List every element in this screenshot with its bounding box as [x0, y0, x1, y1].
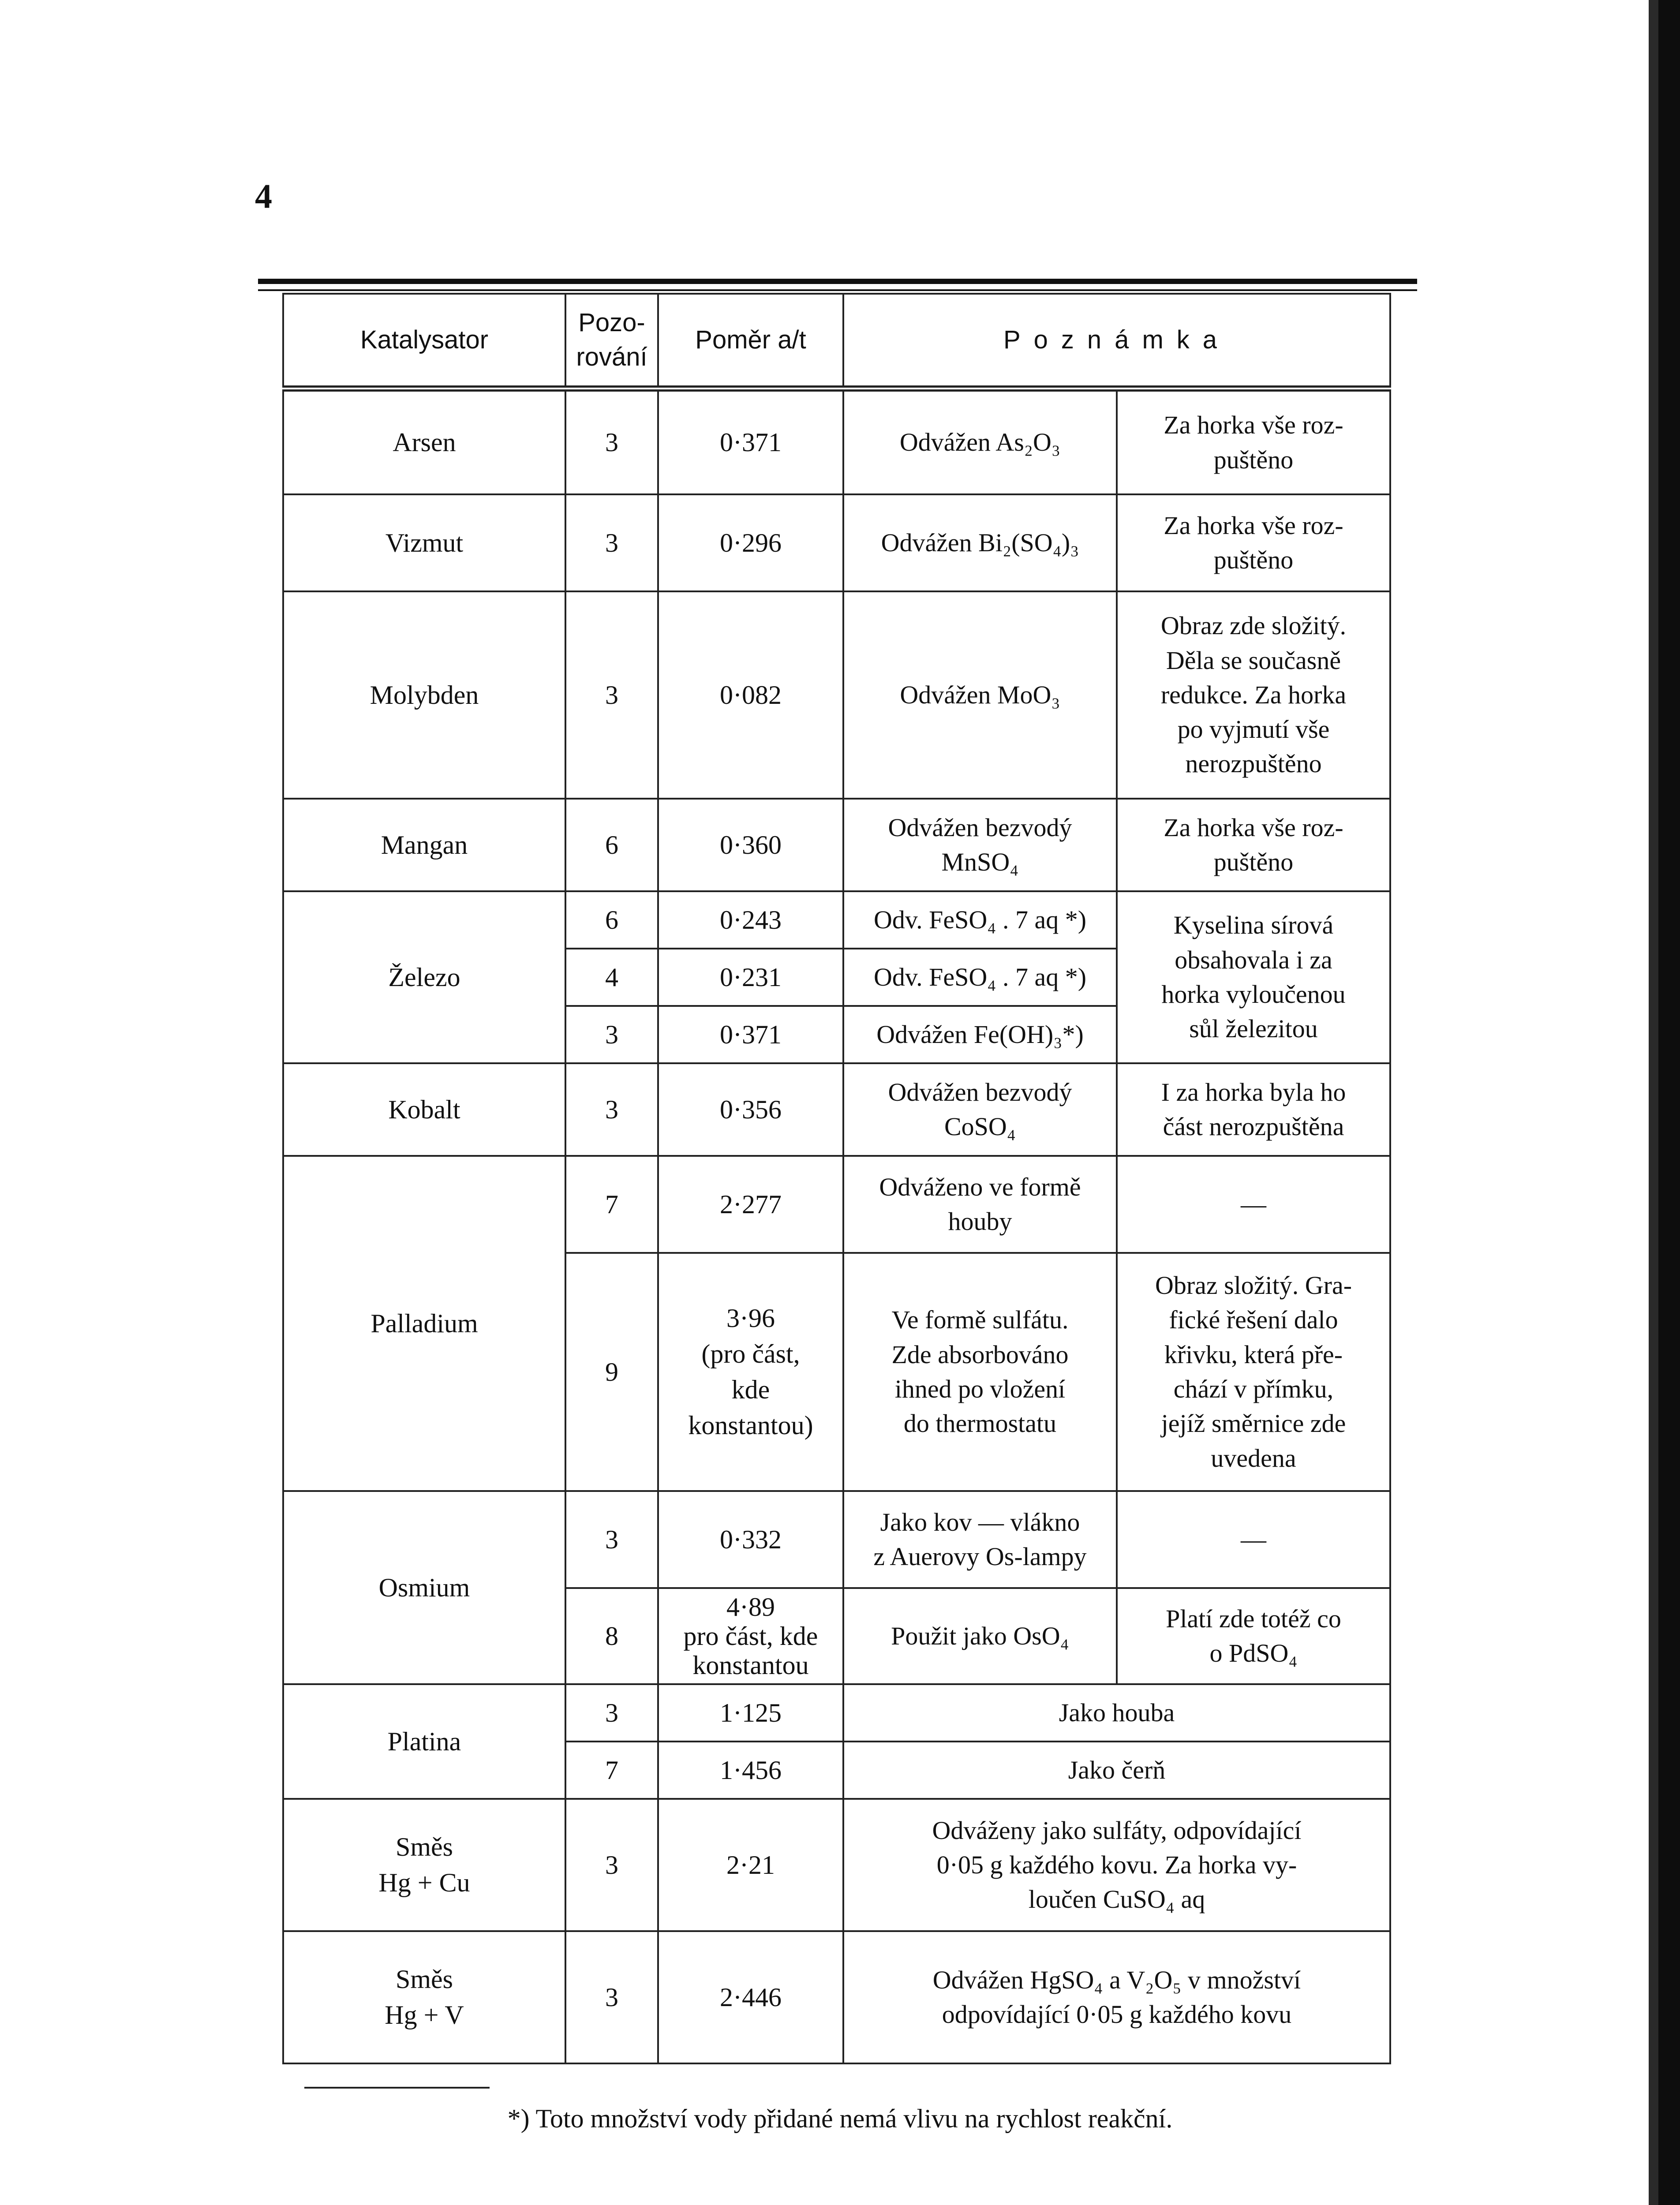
row-catalyst: Palladium [283, 1156, 565, 1491]
table-row [283, 591, 1390, 799]
row-catalyst: Arsen [283, 389, 565, 494]
row-remark: Obraz zde složitý. Děla se současně redukce. Za horka po vyjmutí vše nerozpuštěno [1117, 591, 1390, 799]
row-note: Ve formě sulfátu. Zde absorbováno ihned po vložení do thermostatu [843, 1253, 1117, 1491]
row-note: Jako kov — vlákno z Auerovy Os-lampy [843, 1491, 1117, 1588]
row-observations: 7 [565, 1156, 658, 1253]
header-pozorovani: Pozo- rování [565, 294, 658, 389]
page-number: 4 [255, 177, 272, 215]
row-note: Odvážen Bi₂(SO₄)₃ [843, 494, 1117, 591]
row-catalyst: Směs Hg + Cu [283, 1799, 565, 1931]
row-note: Odvážen Fe(OH)₃*) [843, 1006, 1117, 1063]
row-ratio: 0·243 [658, 891, 843, 949]
row-catalyst: Mangan [283, 799, 565, 891]
row-catalyst: Platina [283, 1684, 565, 1799]
row-catalyst: Kobalt [283, 1063, 565, 1156]
row-remark: — [1117, 1491, 1390, 1588]
table-row [283, 1156, 1390, 1253]
header-pomer: Poměr a/t [658, 294, 843, 389]
row-ratio: 0·296 [658, 494, 843, 591]
row-ratio: 1·125 [658, 1684, 843, 1742]
header-poznamka: Poznámka [843, 294, 1390, 389]
table-row [283, 389, 1390, 494]
row-observations: 7 [565, 1742, 658, 1799]
row-remark: Platí zde totéž co o PdSO₄ [1117, 1588, 1390, 1684]
table-row [283, 1799, 1390, 1931]
row-observations: 6 [565, 799, 658, 891]
row-ratio: 0·356 [658, 1063, 843, 1156]
row-ratio: 1·456 [658, 1742, 843, 1799]
row-note: Odvážen bezvodý CoSO₄ [843, 1063, 1117, 1156]
row-note: Jako houba [843, 1684, 1390, 1742]
row-note: Odv. FeSO₄ . 7 aq *) [843, 949, 1117, 1006]
row-remark: Obraz složitý. Gra- fické řešení dalo křivku, která pře- chází v přímku, jejíž směrnice zde uvedena [1117, 1253, 1390, 1491]
row-note: Odv. FeSO₄ . 7 aq *) [843, 891, 1117, 949]
row-catalyst: Osmium [283, 1491, 565, 1684]
table-header-row [283, 294, 1390, 389]
row-ratio: 2·446 [658, 1931, 843, 2063]
top-rule-thick [258, 279, 1417, 284]
row-remark: Za horka vše roz- puštěno [1117, 494, 1390, 591]
table-row [283, 1931, 1390, 2063]
row-observations: 3 [565, 494, 658, 591]
row-note: Odvážen HgSO₄ a V₂O₅ v množství odpovídající 0·05 g každého kovu [843, 1931, 1390, 2063]
row-observations: 3 [565, 1799, 658, 1931]
row-observations: 3 [565, 1006, 658, 1063]
footnote-rule [304, 2087, 490, 2089]
table-row [283, 494, 1390, 591]
row-note: Použit jako OsO₄ [843, 1588, 1117, 1684]
row-ratio: 0·082 [658, 591, 843, 799]
row-catalyst: Směs Hg + V [283, 1931, 565, 2063]
row-ratio: 2·277 [658, 1156, 843, 1253]
row-observations: 6 [565, 891, 658, 949]
row-observations: 8 [565, 1588, 658, 1684]
row-observations: 3 [565, 591, 658, 799]
row-note: Odvážen MoO₃ [843, 591, 1117, 799]
row-catalyst: Molybden [283, 591, 565, 799]
row-ratio: 0·332 [658, 1491, 843, 1588]
row-observations: 9 [565, 1253, 658, 1491]
table-row [283, 799, 1390, 891]
catalyst-table [282, 293, 1391, 2064]
row-ratio: 0·231 [658, 949, 843, 1006]
row-ratio: 4·89 pro část, kde konstantou [658, 1588, 843, 1684]
page-edge-dark [1658, 0, 1680, 2205]
row-note: Jako čerň [843, 1742, 1390, 1799]
row-observations: 3 [565, 1684, 658, 1742]
row-catalyst: Železo [283, 891, 565, 1063]
row-note: Odváženy jako sulfáty, odpovídající 0·05 g každého kovu. Za horka vy- loučen CuSO₄ aq [843, 1799, 1390, 1931]
row-remark: Za horka vše roz- puštěno [1117, 389, 1390, 494]
table-row [283, 1491, 1390, 1588]
row-remark: — [1117, 1156, 1390, 1253]
table-row [283, 891, 1390, 949]
row-note: Odvážen As₂O₃ [843, 389, 1117, 494]
row-note: Odvážen bezvodý MnSO₄ [843, 799, 1117, 891]
row-ratio: 3·96 (pro část, kde konstantou) [658, 1253, 843, 1491]
top-rule-thin [258, 289, 1417, 291]
row-observations: 3 [565, 1063, 658, 1156]
row-ratio: 2·21 [658, 1799, 843, 1931]
row-remark: I za horka byla ho část nerozpuštěna [1117, 1063, 1390, 1156]
row-ratio: 0·371 [658, 1006, 843, 1063]
row-observations: 3 [565, 389, 658, 494]
table-row [283, 1684, 1390, 1742]
table-row [283, 1063, 1390, 1156]
row-ratio: 0·371 [658, 389, 843, 494]
row-observations: 4 [565, 949, 658, 1006]
row-remark: Za horka vše roz- puštěno [1117, 799, 1390, 891]
row-note: Odváženo ve formě houby [843, 1156, 1117, 1253]
footnote: *) Toto množství vody přidané nemá vlivu na rychlost reakční. [507, 2104, 1173, 2133]
row-observations: 3 [565, 1931, 658, 2063]
row-ratio: 0·360 [658, 799, 843, 891]
row-remark: Kyselina sírová obsahovala i za horka vyloučenou sůl železitou [1117, 891, 1390, 1063]
row-observations: 3 [565, 1491, 658, 1588]
header-katalysator: Katalysator [283, 294, 565, 389]
row-catalyst: Vizmut [283, 494, 565, 591]
